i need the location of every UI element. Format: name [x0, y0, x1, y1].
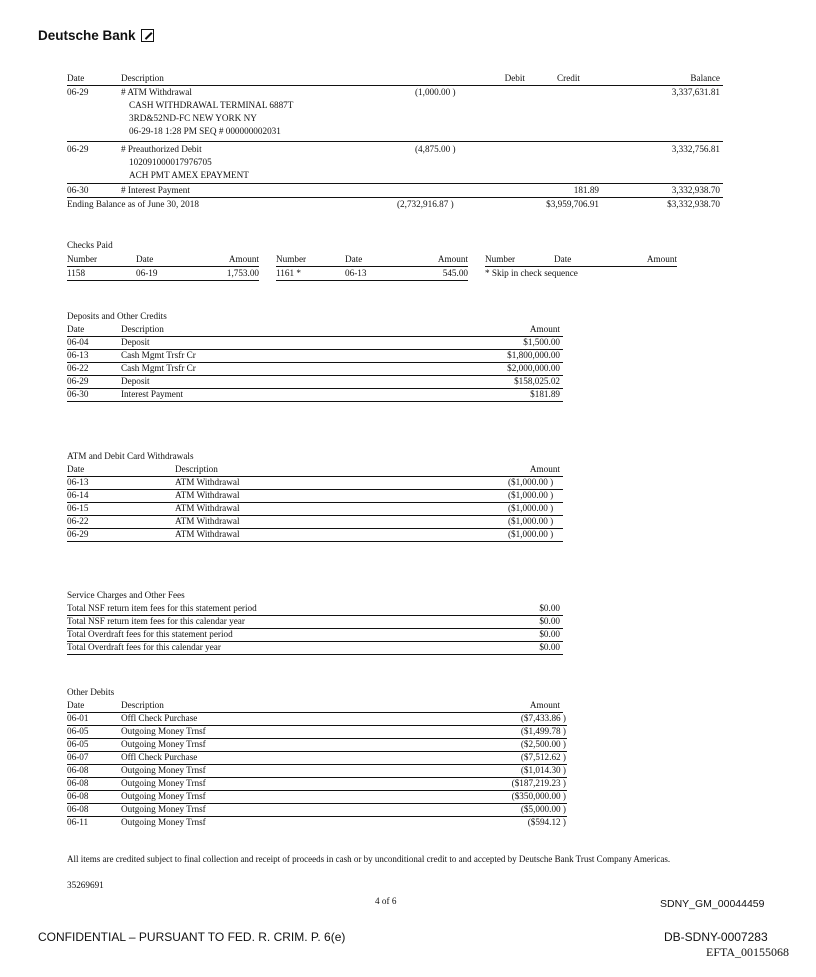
- debit-description: Outgoing Money Trnsf: [121, 765, 206, 775]
- fee-row: [67, 642, 563, 655]
- atm-header: [67, 464, 563, 477]
- debit-row: [67, 804, 567, 817]
- checks-header-number: Number: [276, 254, 307, 264]
- fee-amount: $0.00: [539, 642, 560, 652]
- atm-amount: ($1,000.00 ): [508, 477, 554, 487]
- checks-header-date: Date: [136, 254, 154, 264]
- debit-description: Outgoing Money Trnsf: [121, 778, 206, 788]
- atm-description: ATM Withdrawal: [175, 516, 240, 526]
- debit-description: Outgoing Money Trnsf: [121, 726, 206, 736]
- atm-description: ATM Withdrawal: [175, 490, 240, 500]
- ending-balance-row: [67, 198, 723, 211]
- atm-row: [67, 503, 563, 516]
- deposit-description: Cash Mgmt Trsfr Cr: [121, 350, 196, 360]
- debit-amount: ($7,512.62 ): [520, 752, 566, 762]
- header-date: Date: [67, 324, 85, 334]
- fee-row: [67, 616, 563, 629]
- activity-balance: 3,332,938.70: [671, 185, 720, 195]
- header-description: Description: [121, 73, 164, 83]
- header-date: Date: [67, 73, 85, 83]
- fee-row: [67, 629, 563, 642]
- checks-header-date: Date: [554, 254, 572, 264]
- check-sequence-note: * Skip in check sequence: [485, 268, 578, 278]
- debit-date: 06-01: [67, 713, 89, 723]
- deposit-description: Interest Payment: [121, 389, 183, 399]
- deposits-header: [67, 324, 563, 337]
- checks-header-amount: Amount: [437, 254, 468, 264]
- activity-date: 06-30: [67, 185, 89, 195]
- bates-number-1: SDNY_GM_00044459: [660, 898, 765, 910]
- deposit-amount: $2,000,000.00: [507, 363, 560, 373]
- checks-title: Checks Paid: [67, 240, 113, 250]
- bank-logo-icon: [141, 29, 154, 42]
- fee-label: Total Overdraft fees for this statement period: [67, 629, 233, 639]
- fee-label: Total NSF return item fees for this calendar year: [67, 616, 245, 626]
- deposit-description: Deposit: [121, 337, 150, 347]
- debit-amount: ($2,500.00 ): [520, 739, 566, 749]
- header-date: Date: [67, 464, 85, 474]
- atm-date: 06-29: [67, 529, 89, 539]
- activity-row: [67, 86, 723, 142]
- bank-name: Deutsche Bank: [38, 28, 136, 43]
- header-description: Description: [121, 700, 164, 710]
- page-number: 4 of 6: [375, 896, 397, 906]
- activity-credit: 181.89: [573, 185, 599, 195]
- header-debit: Debit: [504, 73, 525, 83]
- deposit-row: [67, 376, 563, 389]
- deposit-row: [67, 389, 563, 402]
- debit-amount: ($5,000.00 ): [520, 804, 566, 814]
- debit-amount: ($7,433.86 ): [520, 713, 566, 723]
- atm-amount: ($1,000.00 ): [508, 529, 554, 539]
- header-balance: Balance: [690, 73, 720, 83]
- activity-debit: (1,000.00 ): [415, 87, 456, 97]
- other-debits-title: Other Debits: [67, 687, 115, 697]
- debit-row: [67, 791, 567, 804]
- activity-desc-line: CASH WITHDRAWAL TERMINAL 6887T: [129, 100, 294, 110]
- activity-balance: 3,332,756.81: [671, 144, 720, 154]
- checks-header-date: Date: [345, 254, 363, 264]
- atm-date: 06-14: [67, 490, 89, 500]
- debit-date: 06-08: [67, 791, 89, 801]
- deposits-section: [67, 311, 563, 407]
- account-code: 35269691: [67, 880, 104, 890]
- atm-description: ATM Withdrawal: [175, 529, 240, 539]
- atm-row: [67, 516, 563, 529]
- debit-amount: ($1,014.30 ): [520, 765, 566, 775]
- fee-row: [67, 603, 563, 616]
- deposit-amount: $181.89: [530, 389, 560, 399]
- debit-date: 06-08: [67, 778, 89, 788]
- deposit-date: 06-30: [67, 389, 89, 399]
- header-amount: Amount: [529, 324, 560, 334]
- fee-label: Total Overdraft fees for this calendar year: [67, 642, 221, 652]
- bank-logo: [38, 28, 154, 43]
- deposit-date: 06-04: [67, 337, 89, 347]
- debit-amount: ($1,499.78 ): [520, 726, 566, 736]
- deposit-row: [67, 363, 563, 376]
- check-item: [67, 267, 259, 281]
- bates-number-3: EFTA_00155068: [706, 945, 790, 959]
- debit-amount: ($350,000.00 ): [511, 791, 566, 801]
- ending-debit: (2,732,916.87 ): [397, 199, 454, 209]
- check-amount: 545.00: [442, 268, 468, 278]
- ending-credit: $3,959,706.91: [546, 199, 599, 209]
- fees-section: [67, 590, 567, 660]
- debit-date: 06-07: [67, 752, 89, 762]
- activity-header: [67, 72, 723, 86]
- deposit-row: [67, 350, 563, 363]
- debit-date: 06-11: [67, 817, 89, 827]
- check-number: 1158: [67, 268, 86, 278]
- check-item: [276, 267, 468, 281]
- bates-number-2: DB-SDNY-0007283: [664, 930, 768, 944]
- activity-table: [67, 72, 723, 212]
- other-debits-section: [67, 687, 572, 837]
- atm-date: 06-15: [67, 503, 89, 513]
- check-date: 06-13: [345, 268, 367, 278]
- deposit-description: Deposit: [121, 376, 150, 386]
- checks-header-col3: [485, 254, 677, 267]
- atm-title: ATM and Debit Card Withdrawals: [67, 451, 194, 461]
- debit-row: [67, 817, 567, 829]
- debit-row: [67, 713, 567, 726]
- header-amount: Amount: [529, 700, 560, 710]
- ending-balance: $3,332,938.70: [667, 199, 720, 209]
- disclaimer: All items are credited subject to final collection and receipt of proceeds in cash or by unconditional credit to and accepted by Deutsche Bank Trust Company Americas.: [67, 854, 671, 864]
- debit-description: Outgoing Money Trnsf: [121, 739, 206, 749]
- debit-row: [67, 739, 567, 752]
- atm-date: 06-22: [67, 516, 89, 526]
- activity-desc-line: # Interest Payment: [121, 185, 190, 195]
- deposit-row: [67, 337, 563, 350]
- atm-amount: ($1,000.00 ): [508, 516, 554, 526]
- debit-date: 06-05: [67, 726, 89, 736]
- atm-description: ATM Withdrawal: [175, 503, 240, 513]
- activity-row: [67, 142, 723, 184]
- debit-date: 06-05: [67, 739, 89, 749]
- activity-desc-line: # ATM Withdrawal: [121, 87, 192, 97]
- activity-debit: (4,875.00 ): [415, 144, 456, 154]
- checks-header-amount: Amount: [228, 254, 259, 264]
- deposit-amount: $158,025.02: [514, 376, 560, 386]
- debit-row: [67, 726, 567, 739]
- atm-row: [67, 477, 563, 490]
- activity-date: 06-29: [67, 87, 89, 97]
- activity-desc-line: ACH PMT AMEX EPAYMENT: [129, 170, 249, 180]
- fee-amount: $0.00: [539, 603, 560, 613]
- checks-header-number: Number: [67, 254, 98, 264]
- other-debits-header: [67, 700, 563, 713]
- debit-description: Outgoing Money Trnsf: [121, 791, 206, 801]
- checks-header-amount: Amount: [646, 254, 677, 264]
- check-amount: 1,753.00: [226, 268, 259, 278]
- activity-date: 06-29: [67, 144, 89, 154]
- atm-section: [67, 451, 567, 547]
- debit-date: 06-08: [67, 765, 89, 775]
- activity-desc-line: # Preauthorized Debit: [121, 144, 202, 154]
- debit-description: Offl Check Purchase: [121, 752, 198, 762]
- atm-description: ATM Withdrawal: [175, 477, 240, 487]
- checks-paid-section: [67, 240, 687, 288]
- header-description: Description: [175, 464, 218, 474]
- check-date: 06-19: [136, 268, 158, 278]
- deposit-amount: $1,800,000.00: [507, 350, 560, 360]
- deposit-date: 06-22: [67, 363, 89, 373]
- debit-row: [67, 778, 567, 791]
- debit-date: 06-08: [67, 804, 89, 814]
- activity-balance: 3,337,631.81: [671, 87, 720, 97]
- activity-desc-line: 3RD&52ND-FC NEW YORK NY: [129, 113, 257, 123]
- checks-header-number: Number: [485, 254, 516, 264]
- activity-desc-line: 06-29-18 1:28 PM SEQ # 000000002031: [129, 126, 281, 136]
- header-description: Description: [121, 324, 164, 334]
- deposit-date: 06-13: [67, 350, 89, 360]
- checks-header-col2: [276, 254, 468, 267]
- debit-row: [67, 765, 567, 778]
- check-number: 1161 *: [276, 268, 301, 278]
- confidential-notice: CONFIDENTIAL – PURSUANT TO FED. R. CRIM. P. 6(e): [38, 930, 346, 944]
- debit-description: Outgoing Money Trnsf: [121, 817, 206, 827]
- fee-amount: $0.00: [539, 629, 560, 639]
- activity-desc-line: 102091000017976705: [129, 157, 212, 167]
- deposits-title: Deposits and Other Credits: [67, 311, 167, 321]
- debit-description: Offl Check Purchase: [121, 713, 198, 723]
- ending-balance-label: Ending Balance as of June 30, 2018: [67, 199, 199, 209]
- atm-amount: ($1,000.00 ): [508, 503, 554, 513]
- debit-amount: ($594.12 ): [527, 817, 566, 827]
- atm-row: [67, 490, 563, 503]
- activity-row: [67, 184, 723, 198]
- atm-date: 06-13: [67, 477, 89, 487]
- debit-row: [67, 752, 567, 765]
- header-amount: Amount: [529, 464, 560, 474]
- deposit-description: Cash Mgmt Trsfr Cr: [121, 363, 196, 373]
- atm-row: [67, 529, 563, 542]
- fees-title: Service Charges and Other Fees: [67, 590, 185, 600]
- debit-amount: ($187,219.23 ): [511, 778, 566, 788]
- debit-description: Outgoing Money Trnsf: [121, 804, 206, 814]
- deposit-date: 06-29: [67, 376, 89, 386]
- deposit-amount: $1,500.00: [523, 337, 560, 347]
- checks-header-col1: [67, 254, 259, 267]
- fee-amount: $0.00: [539, 616, 560, 626]
- header-credit: Credit: [557, 73, 580, 83]
- atm-amount: ($1,000.00 ): [508, 490, 554, 500]
- fee-label: Total NSF return item fees for this statement period: [67, 603, 257, 613]
- header-date: Date: [67, 700, 85, 710]
